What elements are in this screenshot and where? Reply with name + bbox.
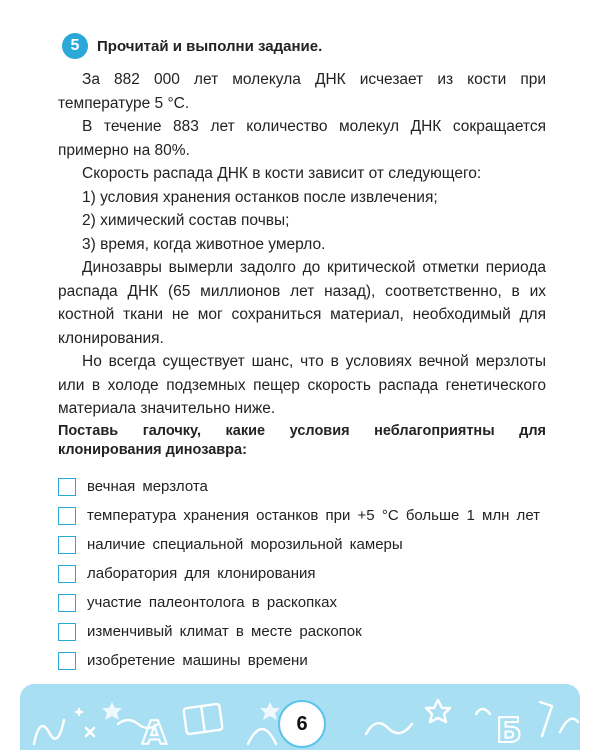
factor-item: 1) условия хранения останков после извлечения;	[82, 188, 438, 206]
task-number-badge: 5	[62, 33, 88, 59]
task-header	[62, 33, 322, 59]
checkbox[interactable]	[58, 565, 76, 583]
option-row[interactable]	[58, 588, 558, 617]
option-label: лаборатория для клонирования	[87, 565, 316, 582]
option-label: температура хранения останков при +5 °С больше 1 млн лет	[87, 507, 541, 524]
option-label: участие палеонтолога в раскопках	[87, 594, 337, 611]
letter-a-doodle: А	[142, 714, 167, 750]
page-number: 6	[278, 700, 326, 748]
question-text: Поставь галочку, какие условия неблагоприятны для клонирования динозавра:	[58, 423, 546, 458]
option-row[interactable]	[58, 559, 558, 588]
checkbox[interactable]	[58, 594, 76, 612]
letter-b-doodle: Б	[496, 711, 522, 750]
option-row[interactable]	[58, 617, 558, 646]
factor-item: 3) время, когда животное умерло.	[82, 235, 326, 253]
option-label: вечная мерзлота	[87, 478, 208, 495]
paragraph: В течение 883 лет количество молекул ДНК сокращается примерно на 80%.	[58, 118, 546, 159]
option-label: наличие специальной морозильной камеры	[87, 536, 403, 553]
option-row[interactable]	[58, 530, 558, 559]
task-title: Прочитай и выполни задание.	[97, 37, 323, 55]
factor-item: 2) химический состав почвы;	[82, 212, 290, 229]
paragraph: Но всегда существует шанс, что в условиях вечной мерзлоты или в холоде подземных пещер скорость распада генетического материала значительно ниже.	[58, 353, 546, 417]
paragraph: За 882 000 лет молекула ДНК исчезает из кости при температуре 5 °С.	[58, 71, 546, 112]
paragraph: Скорость распада ДНК в кости зависит от следующего:	[82, 165, 482, 182]
checkbox[interactable]	[58, 536, 76, 554]
option-label: изменчивый климат в месте раскопок	[87, 623, 362, 640]
option-label: изобретение машины времени	[87, 652, 308, 669]
checkbox[interactable]	[58, 478, 76, 496]
option-row[interactable]	[58, 646, 558, 675]
checkbox[interactable]	[58, 507, 76, 525]
paragraph: Динозавры вымерли задолго до критической отметки периода распада ДНК (65 миллионов лет назад), соответственно, в их костной ткани не мог сохраниться материал, необходимый для клонирования.	[58, 259, 546, 347]
checkbox[interactable]	[58, 623, 76, 641]
option-row[interactable]	[58, 501, 558, 530]
reading-text	[58, 68, 546, 421]
option-row[interactable]	[58, 472, 558, 501]
options-list	[58, 472, 558, 675]
checkbox[interactable]	[58, 652, 76, 670]
